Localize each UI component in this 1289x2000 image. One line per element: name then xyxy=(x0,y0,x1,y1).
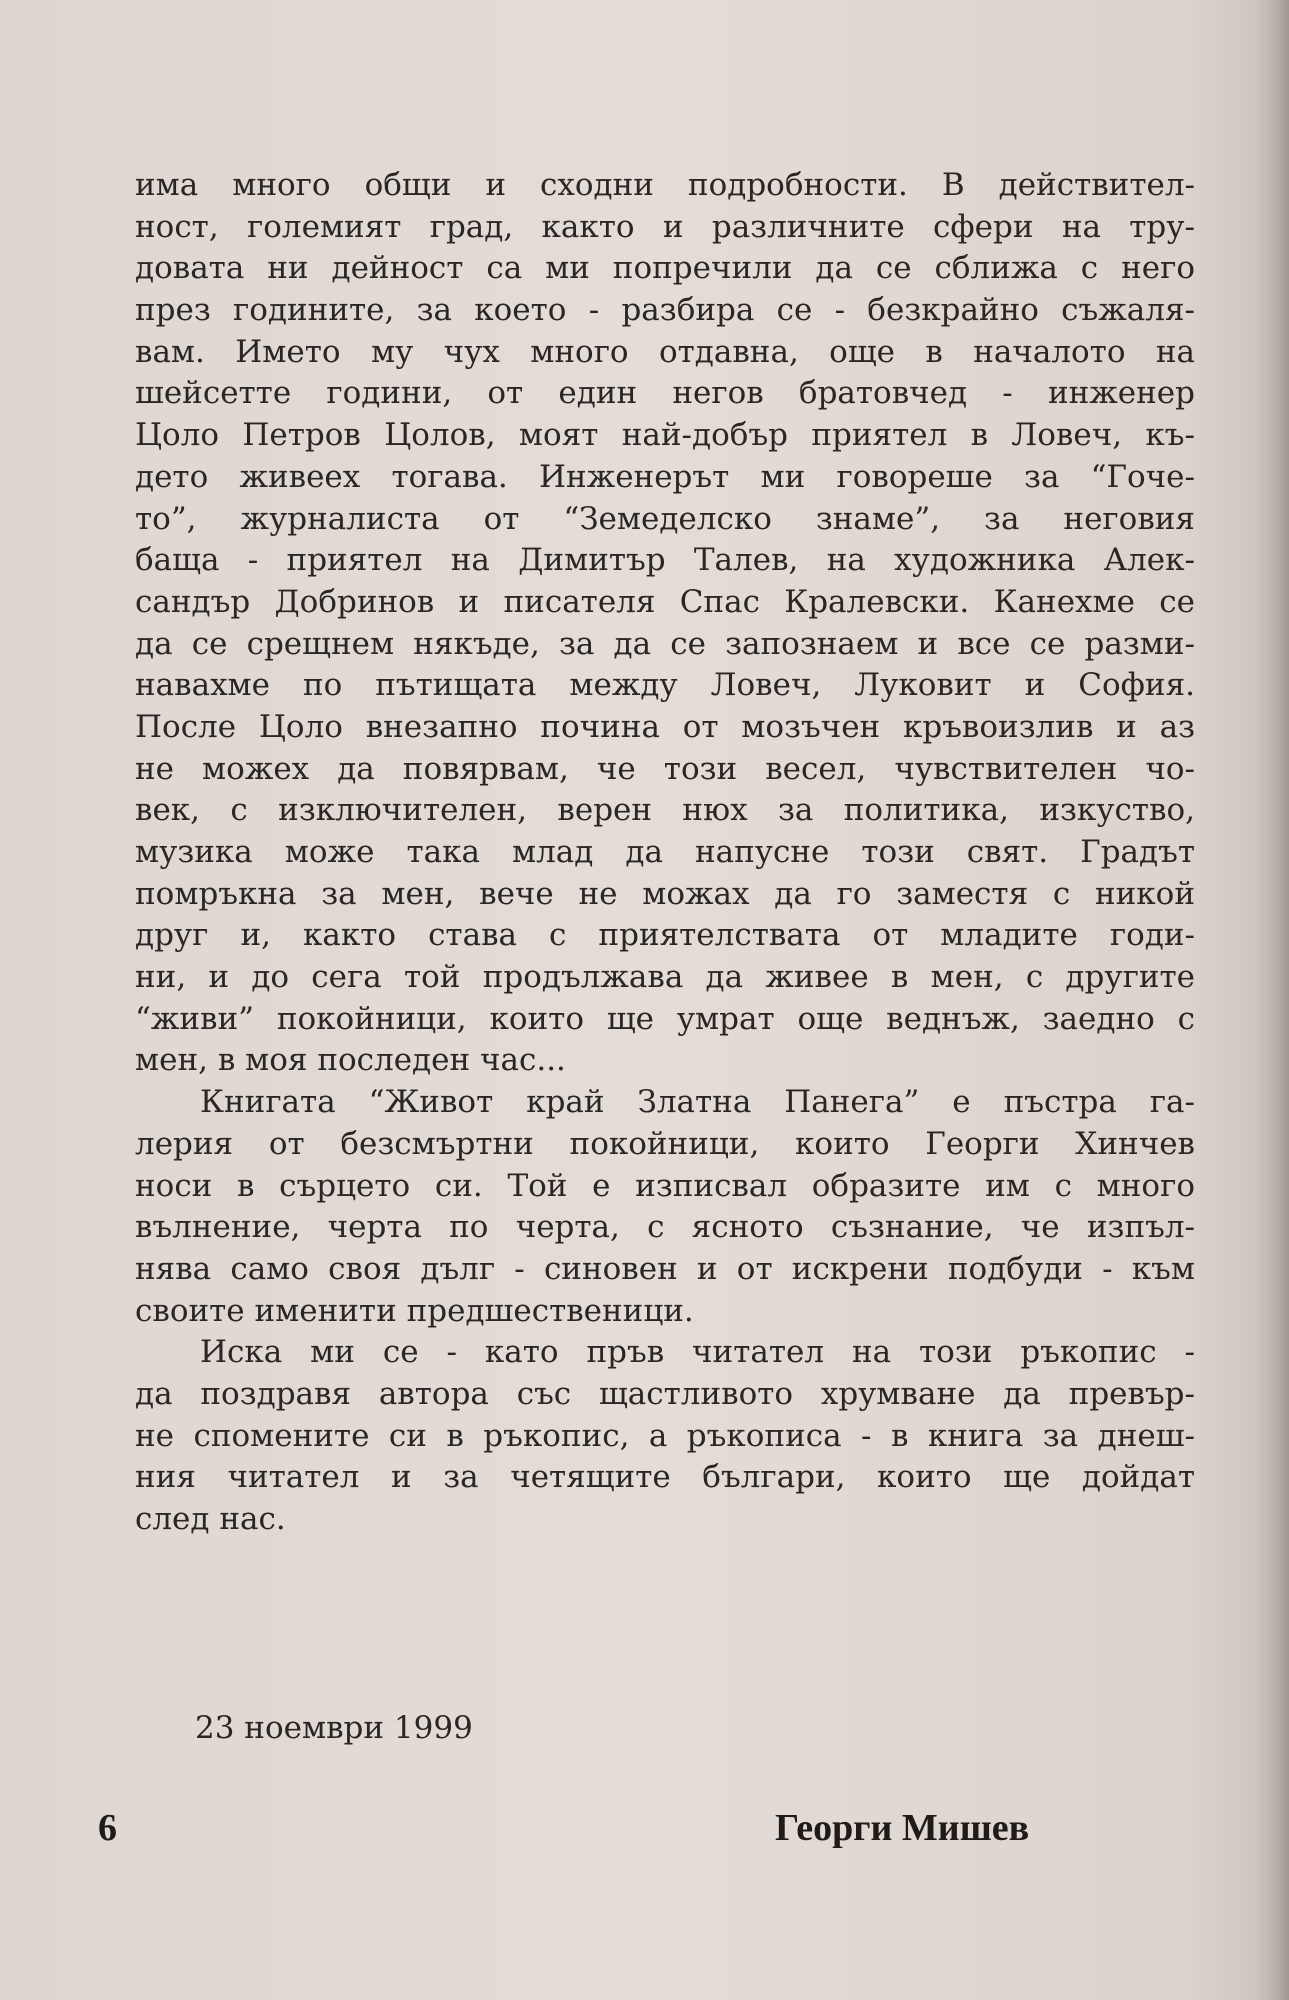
text-line: баща - приятел на Димитър Талев, на художника Алек- xyxy=(135,542,1195,579)
text-line: помръкна за мен, вече не можах да го заместя с никой xyxy=(135,875,1195,912)
text-line: лерия от безсмъртни покойници, които Георги Хинчев xyxy=(135,1125,1195,1162)
text-line: не можех да повярвам, че този весел, чувствителен чо- xyxy=(135,750,1195,787)
text-line: век, с изключителен, верен нюх за политика, изкуство, xyxy=(135,792,1195,829)
text-line: сандър Добринов и писателя Спас Кралевски. Канехме се xyxy=(135,583,1195,620)
text-line: Цоло Петров Цолов, моят най-добър приятел в Ловеч, къ- xyxy=(135,417,1195,454)
text-line: носи в сърцето си. Той е изписвал образите им с много xyxy=(135,1167,1195,1204)
page-edge-shadow xyxy=(1255,0,1289,2000)
text-line: дето живеех тогава. Инженерът ми говореше за “Гоче- xyxy=(135,458,1195,495)
text-line: да се срещнем някъде, за да се запознаем и все се разми- xyxy=(135,625,1195,662)
text-line: мен, в моя последен час... xyxy=(135,1042,566,1079)
text-line: шейсетте години, от един негов братовчед - инженер xyxy=(135,375,1195,412)
text-line: ния читател и за четящите българи, които ще дойдат xyxy=(135,1459,1195,1496)
text-line: После Цоло внезапно почина от мозъчен кръвоизлив и аз xyxy=(135,708,1195,745)
text-line: то”, журналиста от “Земеделско знаме”, за неговия xyxy=(135,500,1195,537)
page-number: 6 xyxy=(98,1807,117,1849)
running-footer-author: Георги Мишев xyxy=(775,1807,1030,1849)
text-line: вълнение, черта по черта, с ясното съзнание, че изпъл- xyxy=(135,1209,1195,1246)
text-line: нява само своя дълг - синовен и от искрени подбуди - към xyxy=(135,1250,1195,1287)
text-line: след нас. xyxy=(135,1501,286,1537)
text-line: вам. Името му чух много отдавна, още в началото на xyxy=(135,333,1195,370)
text-line: довата ни дейност са ми попречили да се сближа с него xyxy=(135,250,1195,287)
paragraph-first-line: Иска ми се - като пръв читател на този ръкопис - xyxy=(200,1334,1195,1371)
text-line: навахме по пътищата между Ловеч, Луковит и София. xyxy=(135,667,1195,704)
text-line: друг и, както става с приятелствата от младите годи- xyxy=(135,917,1195,954)
text-line: през годините, за което - разбира се - безкрайно съжаля- xyxy=(135,292,1195,329)
text-line: музика може така млад да напусне този свят. Градът xyxy=(135,834,1195,870)
text-line: не спомените си в ръкопис, а ръкописа - в книга за днеш- xyxy=(135,1417,1195,1454)
date-line: 23 ноември 1999 xyxy=(195,1710,473,1746)
text-line: има много общи и сходни подробности. В действител- xyxy=(135,167,1195,203)
body-text xyxy=(135,165,1195,1541)
text-line: своите именити предшественици. xyxy=(135,1292,694,1329)
text-line: да поздравя автора със щастливото хрумване да превър- xyxy=(135,1375,1195,1412)
text-line: ност, големият град, както и различните сфери на тру- xyxy=(135,208,1195,245)
text-line: “живи” покойници, които ще умрат още веднъж, заедно с xyxy=(135,1000,1195,1037)
text-line: ни, и до сега той продължава да живее в мен, с другите xyxy=(135,959,1195,996)
paragraph-first-line: Книгата “Живот край Златна Панега” е пъстра га- xyxy=(200,1084,1195,1121)
